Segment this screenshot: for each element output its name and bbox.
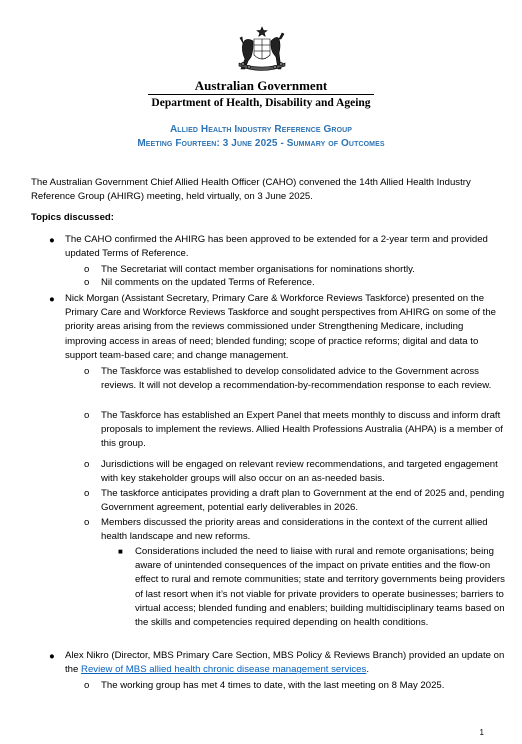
sub-bullet-marker: o (84, 277, 90, 288)
sub-list-item: Members discussed the priority areas and considerations in the context of the current allied health landscape and new reforms. (101, 517, 488, 543)
sub-list-item: The Taskforce has established an Expert Panel that meets monthly to discuss and inform draft proposals to implement the reviews. Allied Health Professions Australia (AHPA) is a member of this group. (101, 410, 503, 450)
department-name: Department of Health, Disability and Ageing (151, 97, 371, 109)
list-item (65, 649, 505, 677)
sub-bullet-marker: o (84, 517, 90, 528)
bullet-marker: ● (49, 294, 55, 305)
mbs-review-link[interactable]: Review of MBS allied health chronic disease management services (81, 664, 367, 676)
sub-bullet-marker: o (84, 264, 90, 275)
bullet-marker: ● (49, 651, 55, 662)
page-number: 1 (479, 728, 484, 737)
sub-list-item: The working group has met 4 times to date, with the last meeting on 8 May 2025. (101, 680, 445, 691)
list-item-text: Alex Nikro (Director, MBS Primary Care Section, MBS Policy & Reviews Branch) provided an update on the (65, 650, 505, 676)
tertiary-bullet-marker: ■ (118, 547, 123, 556)
tertiary-list-item: Considerations included the need to liaise with rural and remote organisations; being aware of unintended consequences of the impact on private entities and the flow-on effect to rural and remote communities; state and territory governments being providers of last resort when it’s not viable for private providers to operate businesses; barriers to virtual access; blended funding and enablers; building multidisciplinary teams based on the skills and competencies required depending on health conditions. (135, 546, 505, 629)
list-item-text-end: . (366, 664, 369, 676)
header-divider (148, 94, 374, 95)
sub-bullet-marker: o (84, 488, 90, 499)
sub-bullet-marker: o (84, 410, 90, 421)
list-item: The CAHO confirmed the AHIRG has been approved to be extended for a 2-year term and provided updated Terms of Reference. (65, 234, 488, 260)
sub-list-item: The Secretariat will contact member organisations for nominations shortly. (101, 264, 415, 275)
sub-list-item: The taskforce anticipates providing a draft plan to Government at the end of 2025 and, pending Government agreement, potential early deliverables in 2026. (101, 488, 505, 514)
coat-of-arms-crest (229, 25, 295, 75)
bullet-marker: ● (49, 235, 55, 246)
intro-paragraph: The Australian Government Chief Allied Health Officer (CAHO) convened the 14th Allied Health Industry Reference Group (AHIRG) meeting, held virtually, on 3 June 2025. (31, 177, 471, 202)
sub-bullet-marker: o (84, 459, 90, 470)
document-title: Allied Health Industry Reference Group (169, 124, 353, 135)
document-subtitle: Meeting Fourteen: 3 June 2025 - Summary of Outcomes (137, 138, 385, 149)
sub-list-item: The Taskforce was established to develop consolidated advice to the Government across reviews. It will not develop a recommendation-by-recommendation response to each review. (101, 366, 492, 392)
topics-heading: Topics discussed: (31, 212, 114, 223)
sub-list-item: Nil comments on the updated Terms of Reference. (101, 277, 315, 288)
sub-bullet-marker: o (84, 366, 90, 377)
list-item: Nick Morgan (Assistant Secretary, Primary Care & Workforce Reviews Taskforce) presented on the Primary Care and Workforce Reviews Taskforce and sought perspectives from AHIRG on some of the priority areas arising from the reviews commissioned under Strengthening Medicare, including improving access in areas of need; blended funding; scope of practice reforms; digital and data to support team-based care; and change management. (65, 293, 497, 361)
sub-list-item: Jurisdictions will be engaged on relevant review recommendations, and targeted engagement with key stakeholder groups will also occur on an as-needed basis. (101, 459, 498, 485)
government-name: Australian Government (194, 78, 328, 93)
sub-bullet-marker: o (84, 680, 90, 691)
